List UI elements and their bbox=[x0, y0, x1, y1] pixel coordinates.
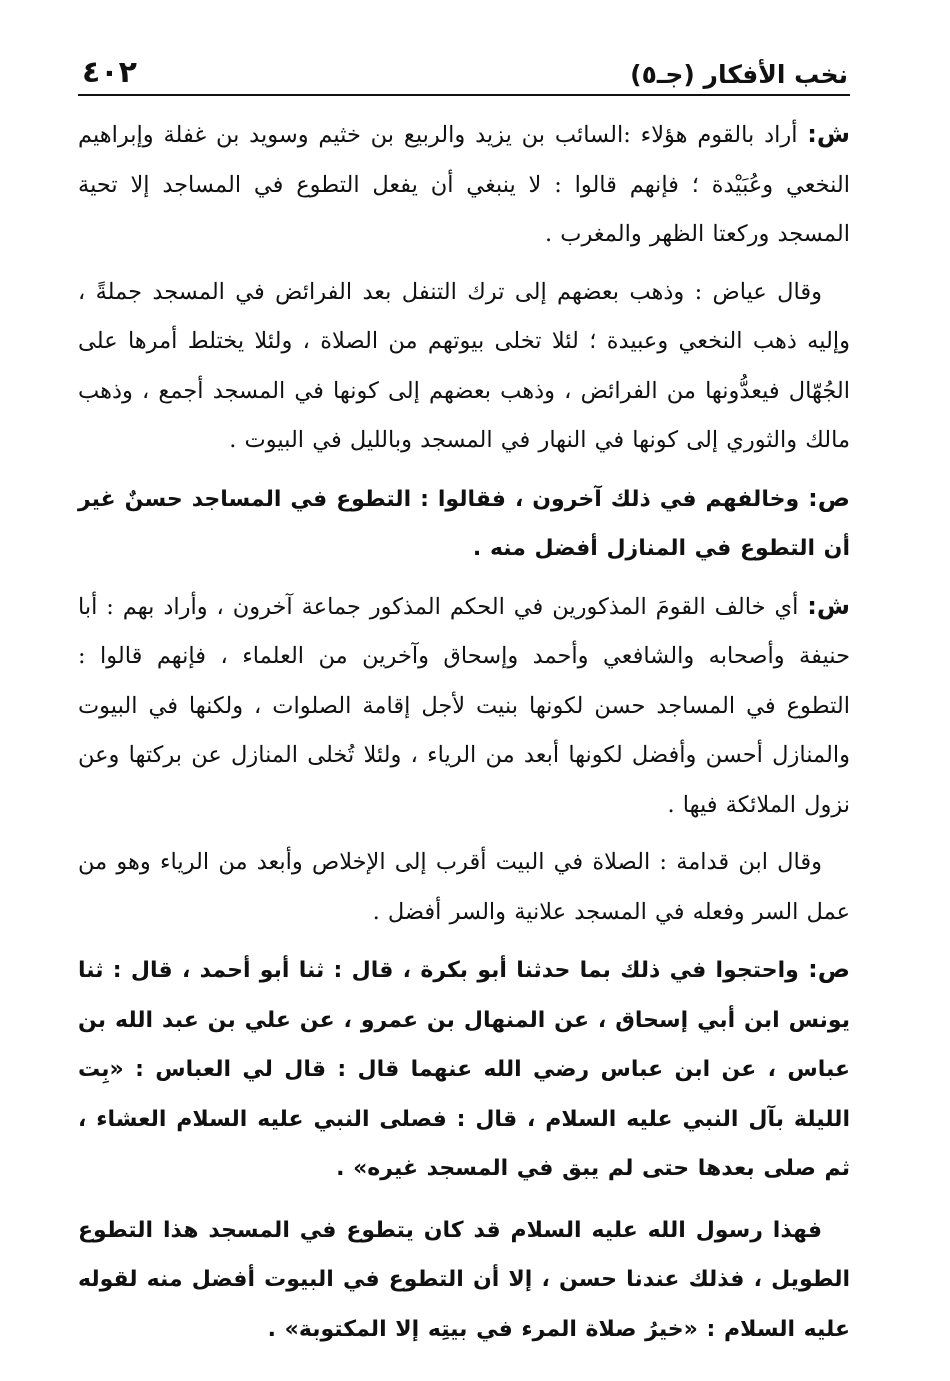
paragraph-text: فهذا رسول الله عليه السلام قد كان يتطوع في المسجد هذا التطوع الطويل ، فذلك عندنا حسن ، إلا أن التطوع في البيوت أفضل منه لقوله عليه السلام : «خيرُ صلاة المرء في بيتِه إلا المكتوبة» . bbox=[78, 1217, 850, 1342]
running-header bbox=[78, 52, 850, 96]
page-number: ٤٠٢ bbox=[82, 55, 137, 90]
paragraph-text: وخالفهم في ذلك آخرون ، فقالوا : التطوع في المساجد حسنٌ غير أن التطوع في المنازل أفضل منه . bbox=[78, 486, 850, 561]
commentary-paragraph bbox=[78, 582, 850, 831]
paragraph-text: وقال عياض : وذهب بعضهم إلى ترك التنفل بعد الفرائض في المسجد جملةً ، وإليه ذهب النخعي وعبيدة ؛ لئلا تخلى بيوتهم من الصلاة ، ولئلا يختلط أمرها على الجُهّال فيعدُّونها من الفرائض ، وذهب بعضهم إلى كونها في المسجد أجمع ، وذهب مالك والثوري إلى كونها في النهار في المسجد وبالليل في البيوت . bbox=[78, 278, 850, 453]
quote-paragraph bbox=[78, 838, 850, 937]
paragraph-text: واحتجوا في ذلك بما حدثنا أبو بكرة ، قال : ثنا أبو أحمد ، قال : ثنا يونس ابن أبي إسحاق ، عن المنهال بن عمرو ، عن علي بن عبد الله بن عباس ، عن ابن عباس رضي الله عنهما قال : قال لي العباس : «بِت الليلة بآل النبي عليه السلام ، قال : فصلى النبي عليه السلام العشاء ، ثم صلى بعدها حتى لم يبق في المسجد غيره» . bbox=[78, 958, 850, 1181]
book-page bbox=[78, 52, 850, 1342]
paragraph-text: أراد بالقوم هؤلاء :السائب بن يزيد والربيع بن خثيم وسويد بن غفلة وإبراهيم النخعي وعُبَيْدة ؛ فإنهم قالوا : لا ينبغي أن يفعل التطوع في المساجد إلا تحية المسجد وركعتا الظهر والمغرب . bbox=[78, 122, 850, 247]
quote-paragraph bbox=[78, 268, 850, 466]
paragraph-text: وقال ابن قدامة : الصلاة في البيت أقرب إلى الإخلاص وأبعد من الرياء وهو من عمل السر وفعله في المسجد علانية والسر أفضل . bbox=[78, 849, 850, 925]
running-title: نخب الأفكار (جـ٥) bbox=[630, 60, 848, 89]
paragraph-text: أي خالف القومَ المذكورين في الحكم المذكور جماعة آخرون ، وأراد بهم : أبا حنيفة وأصحابه والشافعي وأحمد وإسحاق وآخرين من العلماء ، فإنهم قالوا : التطوع في المساجد حسن لكونها بنيت لأجل إقامة الصلوات ، ولكنها في البيوت والمنازل أحسن وأفضل لكونها أبعد من الرياء ، ولئلا تُخلى المنازل عن بركتها وعن نزول الملائكة فيها . bbox=[78, 593, 850, 818]
commentary-marker: ش: bbox=[807, 591, 850, 620]
commentary-marker: ش: bbox=[807, 120, 850, 148]
main-text-paragraph bbox=[78, 945, 850, 1194]
main-text-paragraph bbox=[78, 474, 850, 574]
text-marker: ص: bbox=[808, 483, 850, 512]
commentary-paragraph bbox=[78, 110, 850, 260]
text-marker: ص: bbox=[808, 955, 850, 983]
main-text-paragraph bbox=[78, 1206, 850, 1355]
